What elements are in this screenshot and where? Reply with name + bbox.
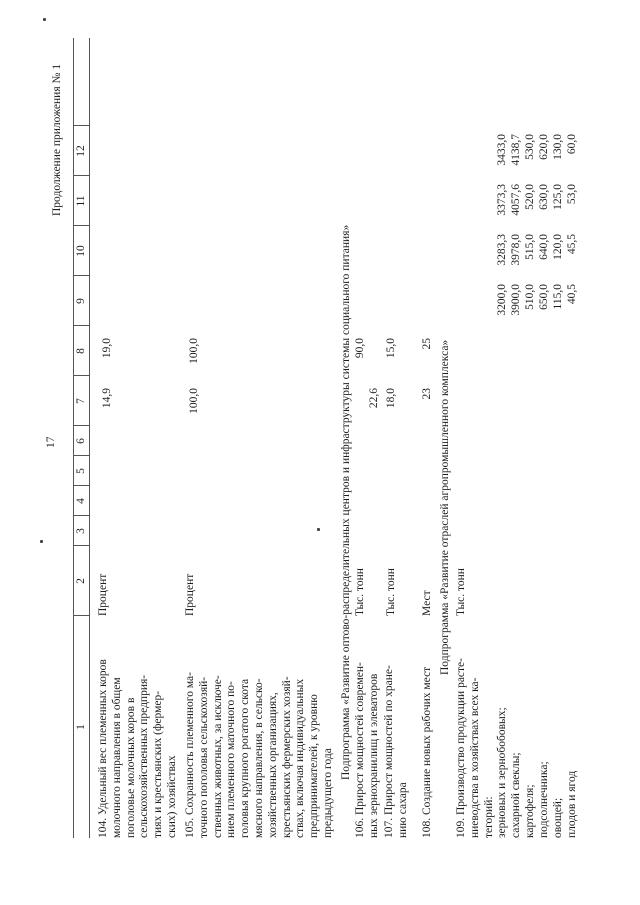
row-105-unit: Процент: [184, 573, 196, 616]
crop-label: овощей;: [552, 797, 564, 838]
crop-col12: 3433,0: [496, 134, 508, 166]
column-header-4: 4: [75, 498, 87, 504]
row-107-unit: Тыс. тонн: [385, 568, 397, 616]
column-header-1: 1: [75, 724, 87, 730]
column-header-6: 6: [75, 438, 87, 444]
row-105-description: 105. Сохранность племенного ма- точного поголовья сельскохозяй- ственных животных, за исключе- нием племенного маточного по- головья крупного рогатого скота мясного направления, в сельско- хозяйственных организациях, крестьянских фермерских хозяй- ствах, включая индивидуальных предпринимателей, к уровню предыдущего года: [184, 672, 334, 838]
row-108-col8: 25: [421, 338, 433, 350]
crop-label: плодов и ягод: [566, 770, 578, 838]
column-header-12: 12: [75, 145, 87, 157]
crop-label: картофеля;: [524, 784, 536, 838]
crop-col11: 630,0: [538, 184, 550, 210]
crop-col9: 650,0: [538, 284, 550, 310]
row-109-description: 109. Производство продукции расте- ниеводства в хозяйствах всех ка- тегорий:: [455, 658, 495, 838]
row-105-col8: 100,0: [188, 338, 200, 364]
row-104-col7: 14,9: [101, 388, 113, 409]
column-header-5: 5: [75, 468, 87, 474]
row-109-unit: Тыс. тонн: [455, 568, 467, 616]
subprogram-title: Подпрограмма «Развитие отраслей агропромышленного комплекса»: [439, 339, 451, 675]
page-number: 17: [45, 436, 57, 448]
crop-col10: 3283,3: [496, 234, 508, 266]
crop-col12: 4138,7: [510, 134, 522, 166]
crop-col11: 53,0: [566, 184, 578, 205]
row-106-unit: Тыс. тонн: [354, 568, 366, 616]
crop-col10: 640,0: [538, 234, 550, 260]
crop-col12: 130,0: [552, 134, 564, 160]
crop-col10: 45,5: [566, 234, 578, 255]
crop-col9: 40,5: [566, 284, 578, 305]
crop-col10: 3978,0: [510, 234, 522, 266]
column-header-11: 11: [75, 195, 87, 207]
row-107-col7: 18,0: [385, 388, 397, 409]
row-106-col7: 22,6: [368, 388, 380, 409]
crop-col9: 3200,0: [496, 284, 508, 316]
crop-col11: 125,0: [552, 184, 564, 210]
row-104-unit: Процент: [97, 573, 109, 616]
continuation-label: Продолжение приложения № 1: [51, 63, 63, 216]
column-header-10: 10: [75, 245, 87, 257]
crop-label: зерновых и зернобобовых;: [496, 707, 508, 838]
crop-col9: 3900,0: [510, 284, 522, 316]
column-header-3: 3: [75, 528, 87, 534]
row-106-col8: 90,0: [354, 338, 366, 359]
crop-col11: 3373,3: [496, 184, 508, 216]
crop-col11: 4057,6: [510, 184, 522, 216]
header-bottom-border: [89, 38, 90, 838]
crop-col12: 620,0: [538, 134, 550, 160]
table-top-border: [73, 38, 74, 838]
rotated-table-sheet: [45, 38, 605, 868]
crop-col9: 115,0: [552, 284, 564, 310]
crop-col10: 120,0: [552, 234, 564, 260]
row-108-description: 108. Создание новых рабочих мест: [421, 666, 433, 838]
column-header-7: 7: [75, 398, 87, 404]
row-104-description: 104. Удельный вес племенных коров молочного направления в общем поголовье молочных коров в сельскохозяйственных предприя- тиях и крестьянских (фермер- ских) хозяйствах: [97, 659, 178, 838]
crop-label: сахарной свеклы;: [510, 752, 522, 838]
crop-col12: 60,0: [566, 134, 578, 155]
column-header-2: 2: [75, 578, 87, 584]
row-106-description: 106. Прирост мощностей современ- ных зернохранилищ и элеваторов: [354, 662, 380, 838]
column-header-8: 8: [75, 348, 87, 354]
row-108-unit: Мест: [421, 590, 433, 616]
row-105-col7: 100,0: [188, 388, 200, 414]
crop-col10: 515,0: [524, 234, 536, 260]
crop-col9: 510,0: [524, 284, 536, 310]
row-107-description: 107. Прирост мощностей по хране- нию сахара: [383, 665, 409, 838]
row-104-col8: 19,0: [101, 338, 113, 359]
subprogram-title: Подпрограмма «Развитие оптово-распределительных центров и инфраструктуры системы социального питания»: [340, 224, 352, 780]
scan-speck: [40, 540, 43, 543]
row-108-col7: 23: [421, 388, 433, 400]
column-header-9: 9: [75, 298, 87, 304]
crop-col12: 530,0: [524, 134, 536, 160]
row-107-col8: 15,0: [385, 338, 397, 359]
crop-col11: 520,0: [524, 184, 536, 210]
crop-label: подсолнечника;: [538, 761, 550, 838]
scan-speck: [43, 18, 46, 21]
